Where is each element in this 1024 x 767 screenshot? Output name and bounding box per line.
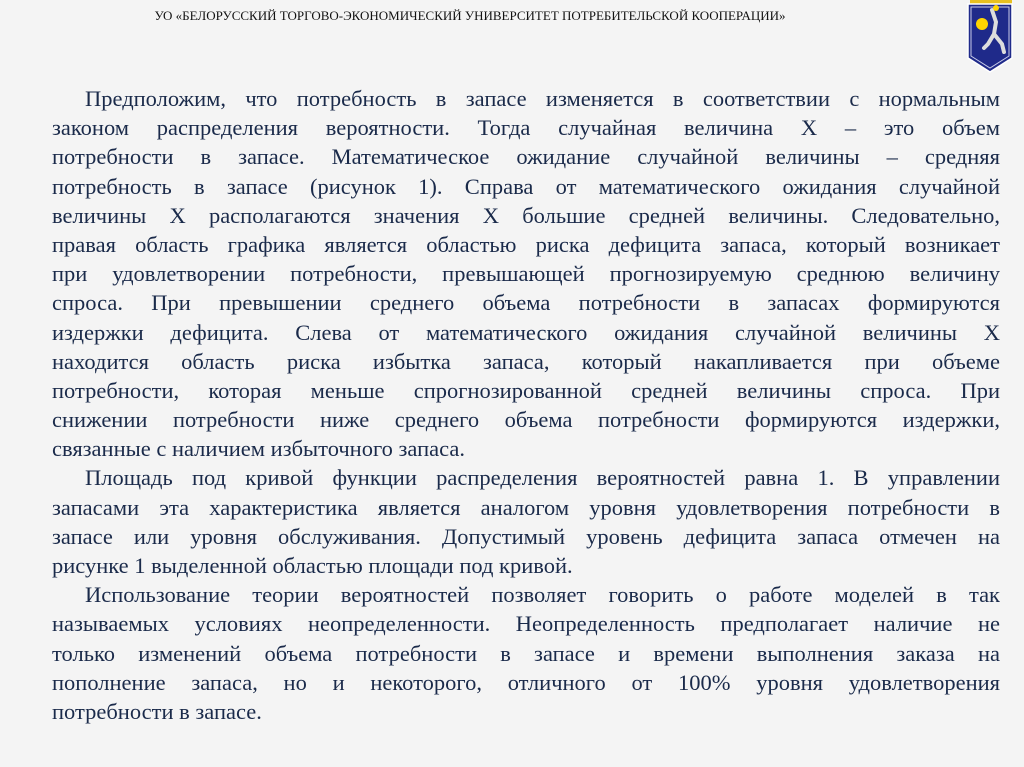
text-line: величины X располагаются значения X большие средней величины. Следовательно, (52, 202, 1000, 228)
text-line: связанные с наличием избыточного запаса. (52, 436, 465, 462)
text-line: потребности в запасе. (52, 698, 262, 724)
text-line: при удовлетворении потребности, превышающей прогнозируемую среднюю величину (52, 261, 1000, 287)
text-line: потребности, которая меньше спрогнозированной средней величины спроса. При (52, 377, 1000, 403)
text-line: находится область риска избытка запаса, который накапливается при объеме (52, 348, 1000, 374)
text-line: Площадь под кривой функции распределения вероятностей равна 1. В управлении (85, 465, 1000, 491)
text-line: потребности в запасе. Математическое ожидание случайной величины – средняя (52, 144, 1000, 170)
text-line: называемых условиях неопределенности. Неопределенность предполагает наличие не (52, 611, 1000, 637)
text-line: законом распределения вероятности. Тогда случайная величина X – это объем (52, 115, 1000, 141)
university-logo-icon (962, 0, 1018, 74)
slide-header: УО «БЕЛОРУССКИЙ ТОРГОВО-ЭКОНОМИЧЕСКИЙ УНИВЕРСИТЕТ ПОТРЕБИТЕЛЬСКОЙ КООПЕРАЦИИ» (154, 8, 786, 23)
text-line: Предположим, что потребность в запасе изменяется в соответствии с нормальным (85, 86, 1000, 111)
text-line: пополнение запаса, но и некоторого, отличного от 100% уровня удовлетворения (52, 669, 1000, 695)
text-line: правая область графика является областью риска дефицита запаса, который возникает (52, 231, 1000, 257)
text-line: запасами эта характеристика является аналогом уровня удовлетворения потребности в (52, 494, 1000, 520)
text-line: запасе или уровня обслуживания. Допустимый уровень дефицита запаса отмечен на (52, 523, 1000, 549)
text-line: Использование теории вероятностей позволяет говорить о работе моделей в так (85, 582, 1000, 608)
text-line: издержки дефицита. Слева от математического ожидания случайной величины X (52, 319, 1000, 345)
paragraph-3 (52, 580, 1000, 726)
text-line: спроса. При превышении среднего объема потребности в запасах формируются (52, 290, 1000, 316)
text-line: только изменений объема потребности в запасе и времени выполнения заказа на (52, 640, 1000, 666)
text-line: снижении потребности ниже среднего объема потребности формируются издержки, (52, 407, 1000, 433)
paragraph-2 (52, 463, 1000, 580)
text-line: потребность в запасе (рисунок 1). Справа от математического ожидания случайной (52, 173, 1000, 199)
text-line: рисунке 1 выделенной областью площади под кривой. (52, 553, 573, 578)
paragraph-1 (52, 84, 1000, 463)
document-body (52, 84, 1000, 726)
